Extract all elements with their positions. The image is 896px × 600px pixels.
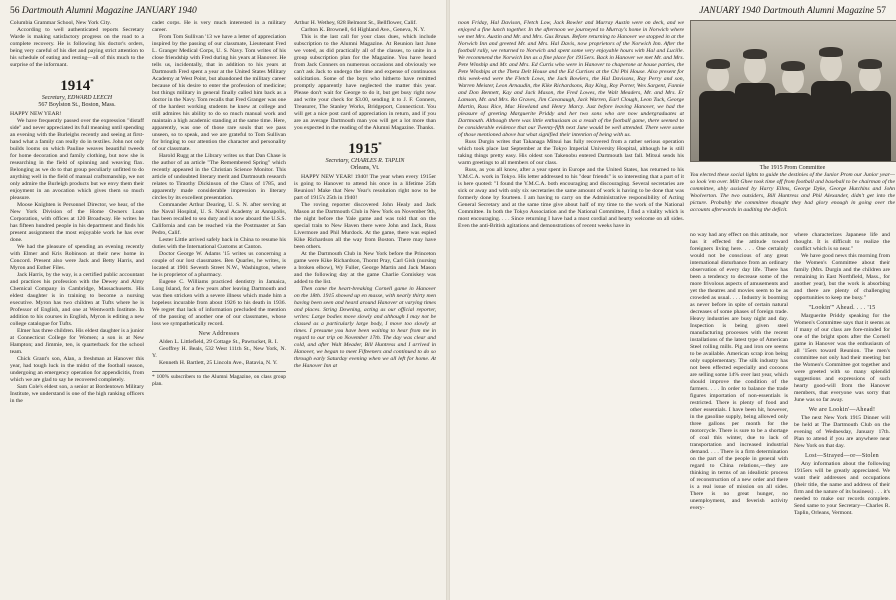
paragraph: Moose Knighten is Personnel Director, we hear, of the New York Division of the Home Owners Loan Corporation, with offices at 120 Broadway. He writes he has fifteen hundred people in his department and finds his present assignment the most enjoyable work he has ever done. bbox=[10, 202, 144, 243]
address-entry: Carlton K. Brownell, 64 Highland Ave., Geneva, N. Y. bbox=[301, 27, 425, 33]
right-page-number: 57 bbox=[876, 6, 886, 16]
section-subhead: "Lookin'" Ahead. . . . '15 bbox=[808, 305, 876, 311]
paragraph: Chick Grant's son, Alan, a freshman at Hanover this year, had tough luck in the midst of the football season, undergoing an emergency operation for appendicitis, from which we are glad to say he recovered completely. bbox=[10, 356, 144, 383]
paragraph: Sam Cole's eldest son, a senior at Bordentown Military Institute, we understand is one of the high ranking officers in the bbox=[10, 384, 144, 404]
paragraph: Russ, as you all know, after a year spent in Europe and the United States, has returned to his Y.M.C.A. work in Tokyo. His letter addressed to his "dear friends" is so interesting that a part of it is here quoted: "I found the Y.M.C.A. both encouraging and discouraging. Several secretaries are sick or away and with only six secretaries the same amount of work is having to be done that was formerly done by fourteen. I am having to carry on the Administrative responsibility of Acting General Secretary and at the same time give about half of my time to the work of the National Committee. In both the Tokyo Association and the National Committee, I find a vitality which is most encouraging. . . . Since returning I have had a most cordial and hearty welcome on all sides. Even the anti-British agitations and demonstrations of recent weeks have in bbox=[458, 167, 684, 229]
right-running-head bbox=[699, 6, 886, 16]
paragraph: The roving reporter discovered John Healy and Jack Mason at the Dartmouth Club in New York on November 9th, the night before the Yale game and was told that on the special train to New Haven there were John and Jack, Russ Livermore and Phil Murdock. At the game, there was espied Kike Richardson all the way from Boston. There may have been others. bbox=[294, 202, 436, 250]
class-year-heading: 1915* bbox=[348, 141, 382, 157]
left-column-3 bbox=[294, 20, 436, 598]
footnote: * 100% subscribers to the Alumni Magazine, on class group plan. bbox=[152, 371, 286, 387]
address-entry: Arthur H. Wethey, 828 Belmont St., Bellflower, Calif. bbox=[294, 20, 417, 26]
paragraph: At the Dartmouth Club in New York before the Princeton game were Kike Richardson, Thornt Pray, Carl Gish (nursing a broken elbow), Wy Fuller, George Martin and Jack Mason and the following day at the game Charlie Comiskey was added to the list. bbox=[294, 251, 436, 285]
paragraph: We had the pleasure of spending an evening recently with Elmer and Kris Robinson at their new home in Concord. Present also were Jack and Betty Harris, and Myron and Esther Files. bbox=[10, 244, 144, 271]
paragraph: The next New York 1915 Dinner will be held at The Dartmouth Club on the evening of Wednesday, January 17th. Plan to attend if you are anywhere near New York on that day. bbox=[794, 415, 890, 449]
left-column-1 bbox=[10, 20, 144, 598]
right-column-1 bbox=[458, 20, 684, 598]
new-addresses-heading: New Addresses bbox=[198, 331, 240, 337]
paragraph: Commander Arthur Dearing, U. S. N. after serving at the Naval Hospital, U. S. Naval Academy at Annapolis, has been recalled to sea duty and is now aboard the U.S.S. California and can be reached via the Postmaster at San Pedro, Calif. bbox=[152, 202, 286, 236]
paragraph: Then came the heart-breaking Cornell game in Hanover on the 18th. 1915 showed up en masse, with nearly thirty men having been seen and heard around Hanover at varying times and places. String Downing, acting as our official reporter, writes: Large bodies move slowly and although I may not be classed as a particularly large body, I move too slowly at times. I presume you have been waiting to hear from me in regard to our trip on November 17th. The day was clear and cold, and after Walt Meader, Bill Huntress and I arrived in Hanover, we began to meet Fifteeners and continued to do so through early Saturday evening when we all left for home. At the Hanover Inn at bbox=[294, 286, 436, 369]
photo-caption: You elected these social lights to guide the destinies of the Junior Prom our Junior year—so look 'em over. Milt Ghee took time off from football and baseball to be chairman of the committee, ably assisted by Harry Ellms, George Dyke, George Hutchins and John Woolverton. The two outsiders, Bill Huntress and Phil Alexander, didn't get into the picture. Probably the committee thought they had glory enough in going over the accounts afterwards in auditing the deficit. bbox=[690, 172, 895, 213]
paragraph: Elmer has three children. His eldest daughter is a junior at Connecticut College for Women; a son is at New Hampton; and Jimmie, ten, is quarterback for the school team. bbox=[10, 328, 144, 355]
paragraph: HAPPY NEW YEAR! 1940! The year when every 1915er is going to Hanover to attend his once in a lifetime 25th Reunion! Make that New Year's resolution right now to be part of 1915's 25th in 1940! bbox=[294, 174, 436, 201]
address-entry: Alden L. Littlefield, 29 Cottage St., Pawtucket, R. I. bbox=[159, 339, 278, 345]
paragraph: Any information about the following 1915ers will be greatly appreciated. We want their addresses and occupations (their title, the name and address of their firm and the nature of its business) . . . it's needed to make our records complete. Send same to your Secretary—Charles R. Taplin, Orleans, Vermont. bbox=[794, 461, 890, 516]
paragraph: Doctor George W. Adams '15 writes us concerning a couple of our lost classmates. Ben Quarles, he writes, is located at 1901 Seventh Street N.W., Washington, where he is proprietor of a pharmacy. bbox=[152, 251, 286, 278]
left-column-2 bbox=[152, 20, 286, 598]
paragraph: HAPPY NEW YEAR! bbox=[10, 111, 62, 117]
paragraph: According to well authenticated reports Secretary Warde is making satisfactory progress on the road to a complete recovery. He is following his doctor's orders, being very careful of his diet and paying strict attention to his schedule of eating and resting—all of this much to the surprise of the informant. bbox=[10, 27, 144, 68]
paragraph: Columbia Grammar School, New York City. bbox=[10, 20, 112, 26]
paragraph: Russ Durgin writes that Takanaga Mitsui has fully recovered from a rather serious operation which took place last September at the Tokyo Imperial University Hospital, although he is still taking things pretty easy. His oldest son Takenobu entered Dartmouth last fall. Mitsui sends his warm greetings to all members of our class. bbox=[458, 139, 684, 166]
paragraph: Lester Little arrived safely back in China to resume his duties with the International Customs at Canton. bbox=[152, 237, 286, 250]
right-header-date: JANUARY 1940 bbox=[699, 6, 761, 16]
right-column-2 bbox=[690, 232, 788, 598]
left-page bbox=[0, 0, 446, 600]
paragraph: From Tom Sullivan '13 we have a letter of appreciation inspired by the passing of our classmate, Lieutenant Fred L. Granger Medical Corps, U. S. Navy. Tom writes of his close friendship with Fred during his years at Hanover. He tells us, incidentally, that in addition to his years at Dartmouth Fred spent a year at the United States Military Academy at West Point, but abandoned the military career because of his desire to enter the profession of medicine; but things military in general finally called him back as a doctor in the Navy. Tom recalls that Fred Granger was one of the hardest working students he knew at college and still admires his ability to do so much manual work and maintain a high academic standing at the same time. Here, apparently, was one of those rare souls that we pass unseen, so to speak, and we are grateful to Tom Sullivan for bringing to our attention the character and personality of our classmate. bbox=[152, 34, 286, 152]
address-entry: Kenneth H. Bartlett, 25 Lincoln Ave., Batavia, N. Y. bbox=[159, 360, 278, 366]
secretary-address: Orleans, Vt. bbox=[350, 165, 380, 171]
photo-caption-title: The 1915 Prom Committee bbox=[759, 165, 826, 171]
paragraph: We have frequently passed over the expression "distaff side" and never appreciated its full meaning until spending an evening with the Burleighs recently and seeing at first-hand what a family can really do in textiles. John not only builds looms on which Pauline weaves beautiful tweeds for home decoration and family clothing, but now she is researching in the field of spinning and weaving flax. Belonging as we do to that group peculiarly unfitted to do anything well in the field of manual craftsmanship, we not only admire the Burleigh products but we envy them their enjoyment in an avocation which gives them so much pleasure. bbox=[10, 118, 144, 201]
right-page bbox=[450, 0, 896, 600]
left-running-head bbox=[10, 6, 197, 16]
address-entry: Geoffrey H. Beals, 532 West 111th St., New York, N. Y. bbox=[152, 346, 286, 359]
section-subhead: Lost—Strayed—or—Stolen bbox=[805, 453, 879, 459]
class-secretary: Secretary, CHARLES R. TAPLIN bbox=[325, 158, 405, 164]
paragraph: where characterizes Japanese life and thought. It is difficult to realize the conflict which is so near." bbox=[794, 232, 890, 252]
paragraph: noon Friday, Hal Davison, Fletch Low, Jack Bowler and Murray Austin were on deck, and we enjoyed a fine lunch together. In the afternoon we journeyed to Murray's home in Norwich where we met Mrs. Austin and Mr. and Mrs. Gus Braun. Before returning to Hanover we stopped in at the Norwich Inn and greeted Mr. and Mrs. Hal Davis, now proprietors of the Norwich Inn. After the football rally, we returned to Norwich and spent some very enjoyable hours with Hal and Lucille. We recommend the Norwich Inn as a fine place for 1915ers. Back in Hanover we met Mr. and Mrs. Pete Winship and Mr. and Mrs. Ed Curtis who were in Hanover to chaperone at house parties, the Pete Winships at the Theta Delt House and the Ed Curtises at the Chi Phi House. Also present for this week-end were the Fletch Lows, the Jack Bowlers, the Hal Davisons, Ray Perry and son, Warren Meister, Leon Arnaudin, the Kike Richardsons, Ray King, Roy Porter, Wes Sargent, Fannie and Don Bennett, Kay and Jack Mason, the Fred Lowes, the Walt Meaders, Mr. and Mrs. Er Lamson, Mr. and Mrs. Ro Graves, Jim Cavanaugh, Jack Warren, Earl Clough, Leon Tuck, George Martin, Russ Rice, Mac Howland and Henry Marcy. Just before leaving Hanover, we had the pleasure of greeting Marguerite Priddy and her two sons who are now undergraduates at Dartmouth. Although there was little enthusiasm as a result of the football game, there seemed to be considerable evidence that our Twenty-fifth next June would be well attended. There were some of those mentioned above but what signified their intention of being with us. bbox=[458, 20, 684, 138]
paragraph: no way had any effect on this attitude, nor has it effected the attitude toward foreigners living here. . . . One certainly would not be conscious of any great international disturbance from an ordinary observation of every day life. There has been a tendency to decrease some of the more frivolous aspects of amusements and yet the theatres and movies seem to be as crowded as usual. . . . Industry is booming as never before in spite of certain natural decreases of some phases of foreign trade. Heavy industries are busy night and day. Inspection is being given steel manufacturing processes with the recent installations of the latest type of American Steel rolling mills. Pig and iron ore seems to be available. American scrap iron being only supplementary. The silk industry has not been effected especially and cocoons are selling some 14% over last year, which should improve the condition of the farmers. . . . In order to balance the trade figures importation of non-essentials is restricted. There is plenty of food and other essentials. I have been hit, however, in the gasoline supply, being allowed only three gallons per month for the motorcycle. There is sure to be a shortage of coal this winter, due to lack of transportation and increased industrial demand. . . . There is a firm determination on the part of the people in general with regard to China relations,—they are thinking in terms of an idealistic process of reconstruction of a new order and there is a real issue of mission on all sides. There is no great hunger, no unemployment, and feverish activity every- bbox=[690, 232, 788, 511]
paragraph: Marguerite Priddy speaking for the Women's Committee says that it seems as if many of our class are fore-minded for one of the bright spots after the Cornell game in Hanover was the enthusiasm of all '15ers toward Reunion. The men's committee not only had their meeting but the Women's Committee got together and were greeted with so many splendid suggestions and expressions of such hearty good-will from the Hanover members, that everyone was sorry that June was so far away. bbox=[794, 313, 890, 403]
class-secretary: Secretary, EDWARD LEECH bbox=[41, 95, 113, 101]
secretary-address: 567 Boylston St., Boston, Mass. bbox=[38, 102, 116, 108]
left-header-date: JANUARY 1940 bbox=[135, 6, 197, 16]
paragraph: Harold Rugg at the Library writes us that Dan Chase is the author of an article "The Remembered Spring" which recently appeared in the Christian Science Monitor. This article of undoubted literary merit and Dartmouth research relates to Timothy Dickinson of the Class of 1785, and apparently made considerable impression in literary circles by its excellent presentation. bbox=[152, 153, 286, 201]
paragraph: cadet corps. He is very much interested in a military career. bbox=[152, 20, 286, 33]
left-page-number: 56 bbox=[10, 6, 20, 16]
section-subhead: We are Lookin'—Ahead! bbox=[808, 407, 876, 413]
left-header-title: Dartmouth Alumni Magazine bbox=[21, 6, 134, 16]
class-year-heading: 1914* bbox=[60, 78, 94, 94]
paragraph: This is the last call for your class dues, which include subscription to the Alumni Magazine. At Reunion last June we voted, as did practically all of the classes, to unite in a group subscription plan for the Magazine. You have heard from Jack Conners on numerous occasions and obviously we can't ask Jack to undergo the time and expense of continuous solicitation. Some of the boys who hitherto have remitted promptly apparently have neglected the matter this year. Please don't wait for George to do it, but get busy right now and write your check for $3.00, sending it to J. F. Conners, Treasurer, The Stanley Works, Bridgeport, Connecticut. You will get a nice post card of appreciation in return, and if you are an average Dartmouth man you will get a lot more than you expected in the reading of the Alumni Magazine. Thanks. bbox=[294, 34, 436, 131]
photo-block bbox=[690, 20, 895, 214]
prom-committee-photo bbox=[690, 20, 896, 162]
right-column-3 bbox=[794, 232, 890, 598]
paragraph: We have good news this morning from the Women's Committee about their family (Mrs. Durgin and the children are remaining in East Northfield, Mass., for another year), but the work is absorbing and there are plenty of challenging opportunities to keep me busy." bbox=[794, 253, 890, 301]
right-header-title: Dartmouth Alumni Magazine bbox=[762, 6, 875, 16]
paragraph: Eugene C. Williams practiced dentistry in Jamaica, Long Island, for a few years after leaving Dartmouth and was then stricken with a severe illness which made him a hopeless incurable from about 1926 to his death in 1936. We regret that lack of information precluded the mention of the passing of another one of our classmates, whose loss we sympathetically record. bbox=[152, 279, 286, 327]
paragraph: Jack Harris, by the way, is a certified public accountant and practices his profession with the Dewey and Almy Chemical Company in Cambridge, Massachusetts. His eldest daughter is in training to become a nursing executive. Myron has two children at Tufts where he is Professor of English, and one at Wentworth Institute. In addition to his courses in English, Myron is editing a new college catalogue for Tufts. bbox=[10, 272, 144, 327]
